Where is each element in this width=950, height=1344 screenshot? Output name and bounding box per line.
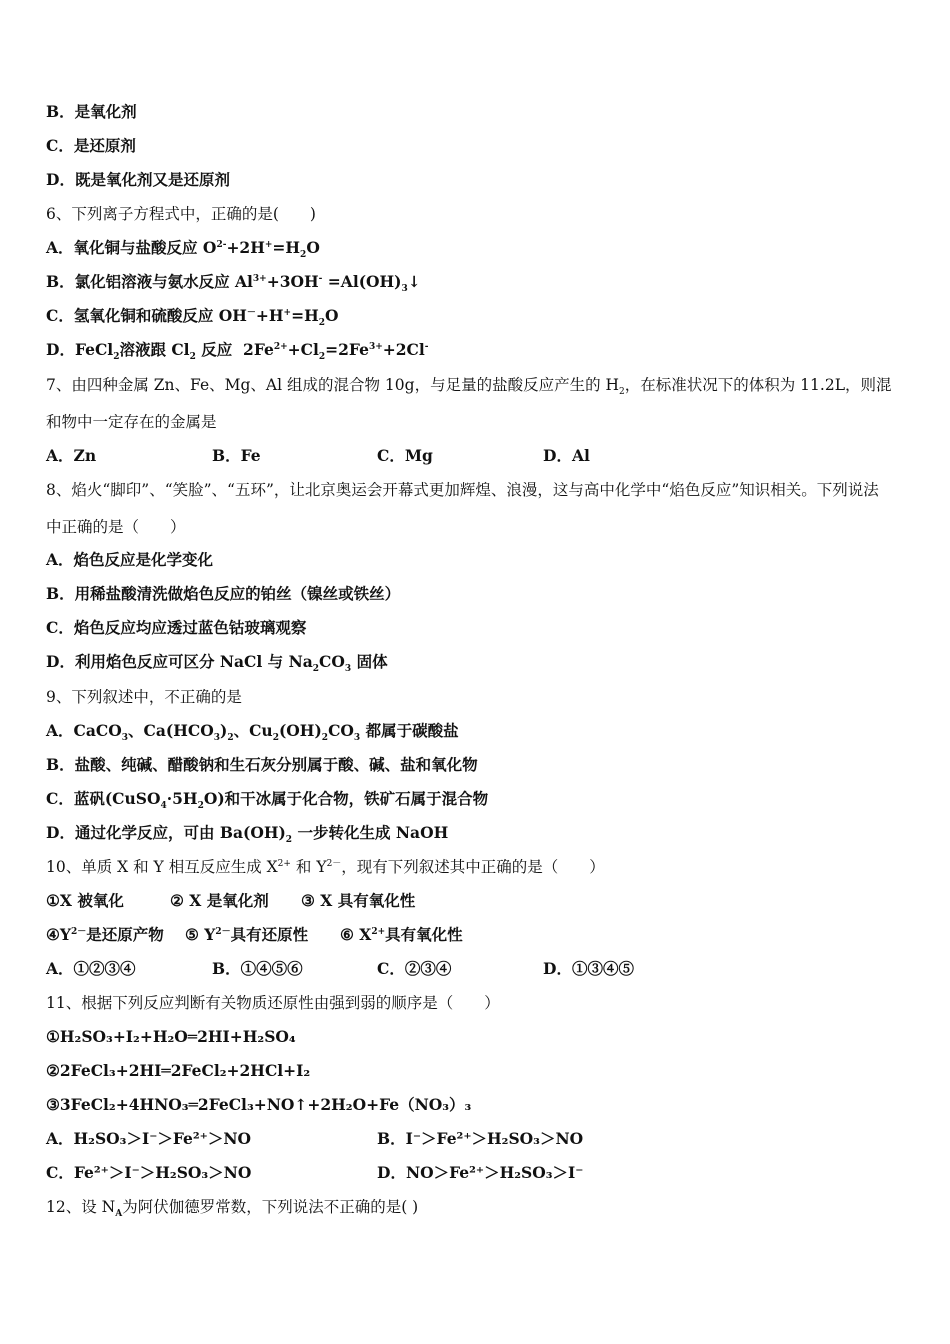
q11-options-row2: [46, 1163, 906, 1183]
q9-option-a: A．CaCO$_3$、$Ca(HCO_3)_2$、$Cu_2(OH)_2CO_3$ 都属于碳酸盐: [46, 721, 459, 744]
q10-option-a: A．①②③④: [46, 959, 136, 978]
q11-reaction-2: ②2FeCl₃+2HI═2FeCl₂+2HCl+I₂: [46, 1061, 311, 1080]
q7-option-b: B．Fe: [212, 446, 261, 465]
q8-option-a: A．焰色反应是化学变化: [46, 550, 214, 569]
q9-option-d: D．通过化学反应，可由 $Ba(OH)_2$ 一步转化生成 NaOH: [46, 823, 449, 846]
q10-statement-3: ③ X 具有氧化性: [301, 891, 416, 910]
q10-statement-2: ② X 是氧化剂: [170, 891, 269, 910]
q6-option-c: C．氢氧化铜和硫酸反应 $OH^-+H^+=H_2O$: [46, 306, 339, 329]
q5-option-c: C．是还原剂: [46, 136, 136, 155]
q6-option-d: D．FeCl$_2$溶液跟 $Cl_2$ 反应 $2Fe^{2+}+Cl_2=2Fe^{3+}+2Cl^-$: [46, 340, 429, 363]
q10-stem: 10、单质 X 和 Y 相互反应生成 $X^{2+}$ 和 $Y^{2-}$，现有下列叙述其中正确的是（ ）: [46, 858, 605, 876]
q11-option-c: C．Fe²⁺＞I⁻＞H₂SO₃＞NO: [46, 1163, 252, 1182]
q10-statement-4: $④Y^{2-}$是还原产物: [46, 925, 164, 944]
q10-option-b: B．①④⑤⑥: [212, 959, 303, 978]
q9-option-c: C．蓝矾$(CuSO_4\cdot 5H_2O)$和干冰属于化合物，铁矿石属于混合物: [46, 789, 489, 812]
q11-stem: 11、根据下列反应判断有关物质还原性由强到弱的顺序是（ ）: [46, 994, 500, 1012]
q9-stem: 9、下列叙述中，不正确的是: [46, 688, 242, 706]
q12-stem: 12、设 $N_A$为阿伏伽德罗常数，下列说法不正确的是( ): [46, 1198, 419, 1220]
q10-statements-row2: [46, 925, 906, 945]
q10-statements-row1: [46, 891, 906, 911]
q7-option-d: D．Al: [543, 446, 590, 465]
q7-stem-line1: 7、由四种金属 Zn、Fe、Mg、Al 组成的混合物 10g，与足量的盐酸反应产生的 $H_2$，在标准状况下的体积为 11.2L，则混: [46, 376, 892, 398]
q10-statement-5: ⑤ $Y^{2-}$具有还原性: [185, 925, 309, 944]
q6-stem: 6、下列离子方程式中，正确的是( ): [46, 205, 316, 223]
q8-stem-line1: 8、焰火“脚印”、“笑脸”、“五环”，让北京奥运会开幕式更加辉煌、浪漫，这与高中化学中“焰色反应”知识相关。下列说法: [46, 481, 879, 499]
q8-option-b: B．用稀盐酸清洗做焰色反应的铂丝（镍丝或铁丝）: [46, 584, 401, 603]
q11-option-d: D．NO＞Fe²⁺＞H₂SO₃＞I⁻: [377, 1163, 584, 1182]
q8-option-d: D．利用焰色反应可区分 NaCl 与 $Na_2CO_3$ 固体: [46, 652, 388, 675]
q7-stem-line2: 和物中一定存在的金属是: [46, 413, 217, 431]
q5-option-b: B．是氧化剂: [46, 102, 137, 121]
q11-option-b: B．I⁻＞Fe²⁺＞H₂SO₃＞NO: [377, 1129, 584, 1148]
q11-reaction-1: ①H₂SO₃+I₂+H₂O═2HI+H₂SO₄: [46, 1027, 296, 1046]
q6-option-b: B．氯化铝溶液与氨水反应 $Al^{3+}+3OH^-$ $=Al(OH)_3↓$: [46, 272, 421, 295]
q7-options: [46, 446, 906, 466]
q8-option-c: C．焰色反应均应透过蓝色钴玻璃观察: [46, 618, 307, 637]
q10-statement-6: ⑥ $X^{2+}$具有氧化性: [340, 925, 463, 944]
q10-statement-1: ①X 被氧化: [46, 891, 124, 910]
q10-option-c: C．②③④: [377, 959, 452, 978]
q11-options-row1: [46, 1129, 906, 1149]
q5-option-d: D．既是氧化剂又是还原剂: [46, 170, 230, 189]
q10-options: [46, 959, 906, 979]
q10-option-d: D．①③④⑤: [543, 959, 634, 978]
q6-option-a: A．氧化铜与盐酸反应 $O^{2-}+2H^+=H_2O$: [46, 238, 320, 261]
q7-option-a: A．Zn: [46, 446, 97, 465]
q8-stem-line2: 中正确的是（ ）: [46, 518, 186, 536]
q11-option-a: A．H₂SO₃＞I⁻＞Fe²⁺＞NO: [46, 1129, 252, 1148]
q7-option-c: C．Mg: [377, 446, 433, 465]
q9-option-b: B．盐酸、纯碱、醋酸钠和生石灰分别属于酸、碱、盐和氧化物: [46, 755, 478, 774]
q11-reaction-3: ③3FeCl₂+4HNO₃═2FeCl₃+NO↑+2H₂O+Fe（NO₃）₃: [46, 1095, 472, 1114]
